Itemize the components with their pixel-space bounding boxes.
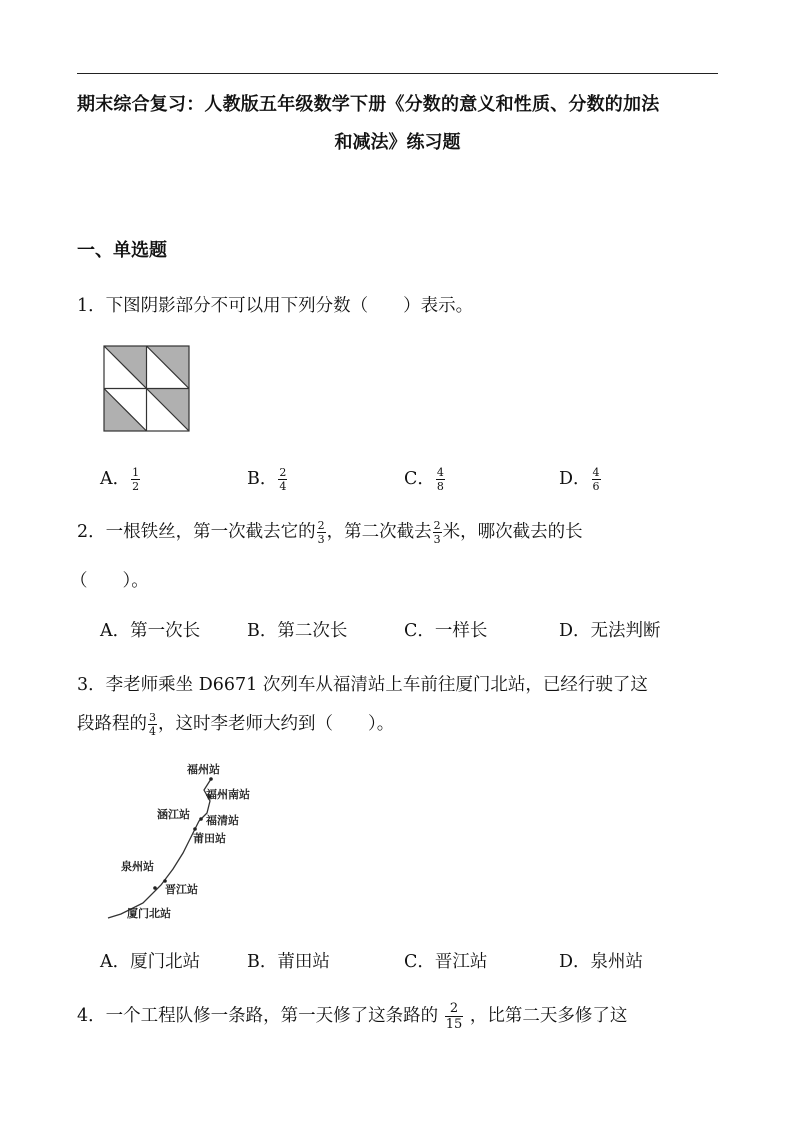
option-d[interactable]: D． $\frac{4}{6}$ <box>559 466 600 493</box>
page-title <box>77 86 718 162</box>
option-d[interactable]: D．无法判断 <box>559 621 661 641</box>
station-dot <box>209 777 213 781</box>
question-1-figure <box>103 345 191 433</box>
station-dot <box>153 886 157 890</box>
option-a[interactable]: A．厦门北站 <box>100 952 201 972</box>
station-label: 福州站 <box>187 763 220 776</box>
option-c[interactable]: C．晋江站 <box>404 952 488 972</box>
option-c[interactable]: C．一样长 <box>404 621 488 641</box>
railway-map <box>103 757 263 925</box>
station-label: 晋江站 <box>165 883 198 896</box>
question-2-text-cont: （ ）。 <box>70 571 149 591</box>
title-line-2: 和减法》练习题 <box>334 132 461 153</box>
option-d[interactable]: D．泉州站 <box>559 952 644 972</box>
option-b[interactable]: B．莆田站 <box>247 952 330 972</box>
question-1-text: 1．下图阴影部分不可以用下列分数（ ）表示。 <box>77 296 474 316</box>
option-a[interactable]: A．第一次长 <box>100 621 201 641</box>
station-label: 福清站 <box>206 814 239 827</box>
option-c[interactable]: C． $\frac{4}{8}$ <box>404 466 444 493</box>
option-b[interactable]: B． $\frac{2}{4}$ <box>247 466 287 493</box>
option-b[interactable]: B．第二次长 <box>247 621 348 641</box>
station-dot <box>193 827 197 831</box>
question-3-text: 3．李老师乘坐 D6671 次列车从福清站上车前往厦门北站，已经行驶了这 <box>77 675 648 695</box>
section-heading: 一、单选题 <box>77 240 167 261</box>
question-4-text: 4．一个工程队修一条路，第一天修了这条路的 $\frac{2}{15}$ ，比第二天多修了这 <box>77 1001 628 1032</box>
station-label: 厦门北站 <box>127 907 171 920</box>
question-3-text-cont: 段路程的 $\frac{3}{4}$ ，这时李老师大约到（ ）。 <box>77 711 395 738</box>
station-label: 莆田站 <box>193 832 226 845</box>
option-a[interactable]: A． $\frac{1}{2}$ <box>100 466 140 493</box>
station-label: 涵江站 <box>157 808 190 821</box>
title-line-1: 期末综合复习：人教版五年级数学下册《分数的意义和性质、分数的加法 <box>77 94 660 115</box>
question-2-text: 2．一根铁丝，第一次截去它的 $\frac{2}{3}$ ，第二次截去 $\frac{2}{3}$ 米，哪次截去的长 <box>77 519 583 546</box>
rail-line <box>108 779 211 918</box>
station-dot <box>199 817 203 821</box>
station-label: 福州南站 <box>206 788 250 801</box>
station-label: 泉州站 <box>121 860 154 873</box>
header-rule <box>77 73 718 74</box>
